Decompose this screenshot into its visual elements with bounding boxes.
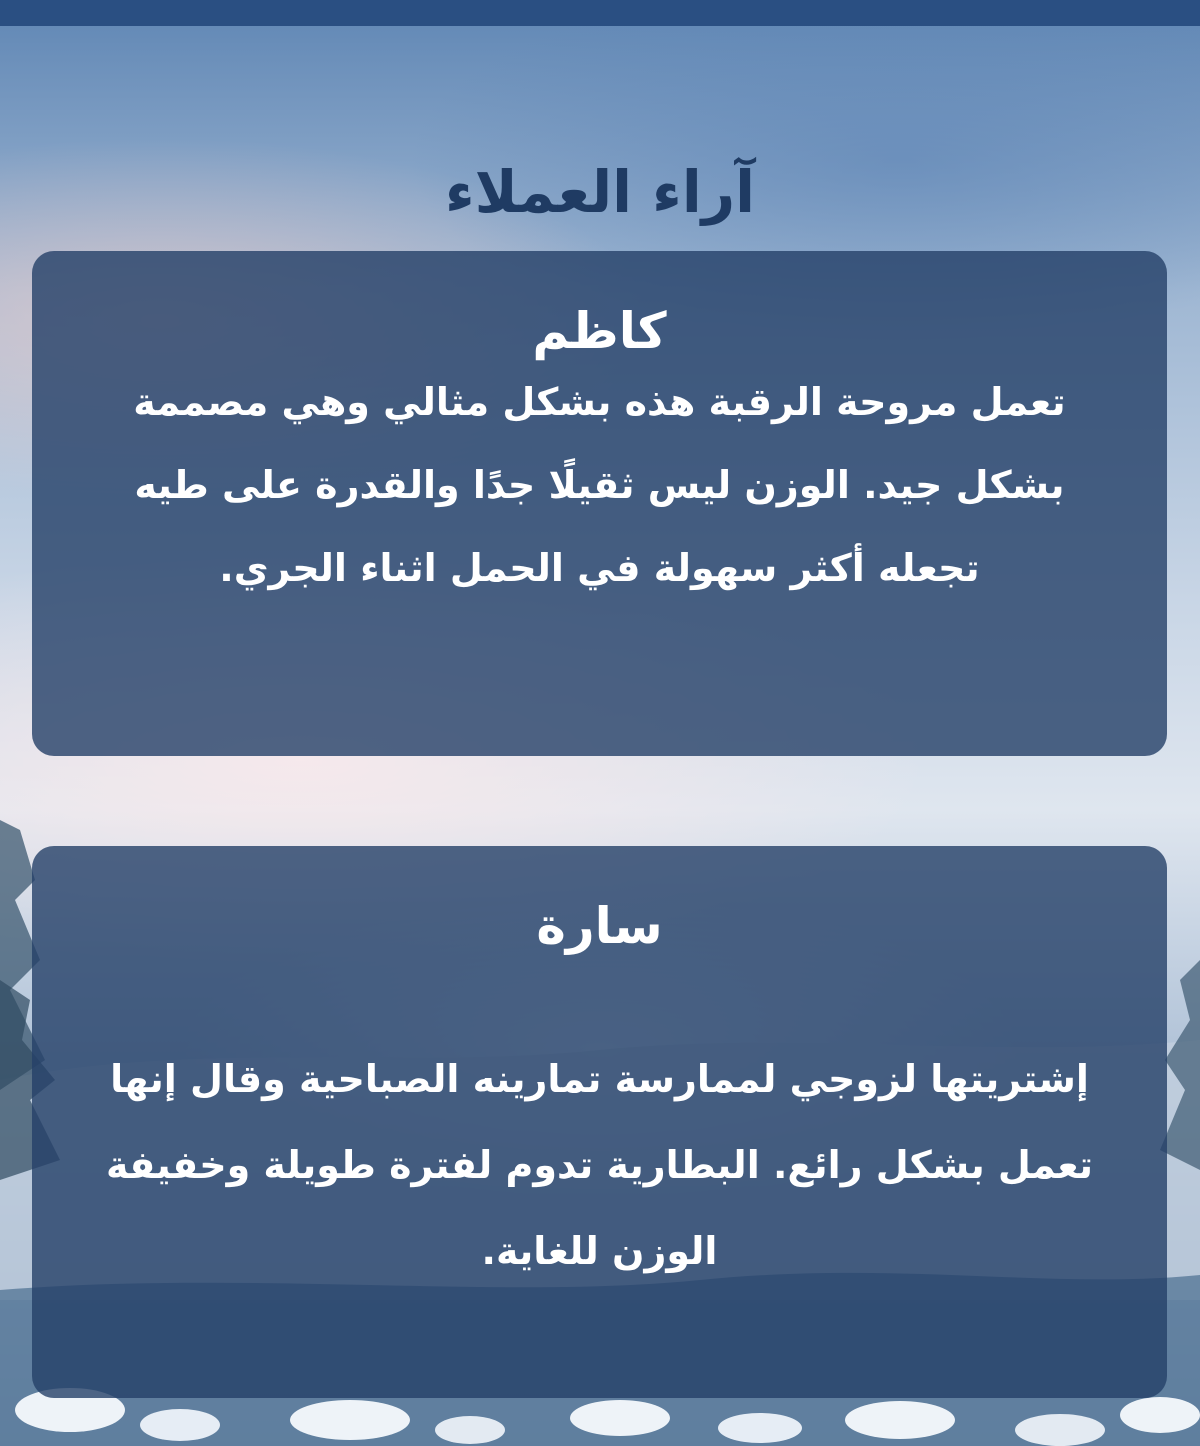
review-text: إشتريتها لزوجي لممارسة تمارينه الصباحية وقال إنها تعمل بشكل رائع. البطارية تدوم لفترة طويلة وخفيفة الوزن للغاية. — [105, 1057, 1094, 1273]
section-title: آراء العملاء — [445, 158, 755, 227]
review-card — [32, 251, 1167, 756]
reviewer-name: سارة — [536, 897, 663, 955]
reviewer-name: كاظم — [532, 302, 667, 360]
review-text: تعمل مروحة الرقبة هذه بشكل مثالي وهي مصممة بشكل جيد. الوزن ليس ثقيلًا جدًا والقدرة على طيه تجعله أكثر سهولة في الحمل اثناء الجري. — [133, 380, 1066, 590]
review-card — [32, 846, 1167, 1398]
